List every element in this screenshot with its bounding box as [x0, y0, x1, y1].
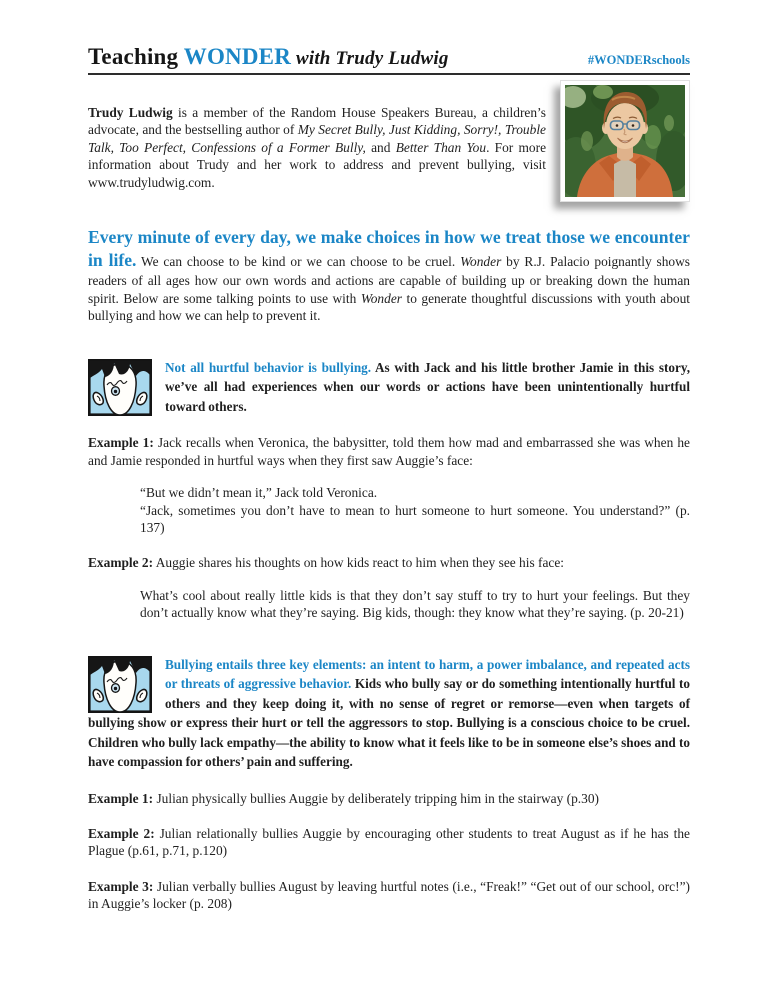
example-label: Example 2: [88, 825, 155, 841]
point-2-blue-statement: Bullying entails three key elements: an intent to harm, a power imbalance, and repeated acts or threats of aggressive behavior. [165, 656, 690, 692]
wonder-title-italic-1: Wonder [460, 254, 502, 270]
talking-point-1 [88, 358, 690, 417]
title-teaching: Teaching [88, 44, 184, 69]
trudy-ludwig-photo [560, 80, 690, 202]
page-title [88, 44, 449, 70]
example-label: Example 3: [88, 878, 154, 894]
example-label: Example 1: [88, 790, 154, 806]
book-title-italic-2: Better Than You [395, 139, 487, 155]
talking-point-2-text [88, 655, 690, 772]
quote-block-2 [140, 587, 690, 622]
point-1-bold-text: As with Jack and his little brother Jamie in this story, we’ve all had experiences when our words or actions have been unintentionally hurtful toward others. [165, 359, 691, 414]
example-text: Jack recalls when Veronica, the babysitter, told them how mad and embarrassed she was when he and Jamie responded in hurtful ways when they first saw Auggie’s face: [88, 435, 691, 468]
point-1-example-1 [88, 434, 690, 469]
lead-paragraph [88, 226, 690, 325]
author-name: Trudy Ludwig [88, 105, 173, 120]
example-label: Example 1: [88, 435, 154, 451]
intro-text-2: and [365, 139, 396, 155]
point-2-example-3 [88, 878, 690, 913]
example-text: Julian physically bullies Auggie by deliberately tripping him in the stairway (p.30) [153, 790, 599, 806]
title-author: with Trudy Ludwig [291, 48, 449, 69]
point-2-example-2 [88, 825, 690, 860]
website-url[interactable]: www.trudyludwig.com [88, 174, 212, 190]
point-1-example-2 [88, 554, 690, 571]
lead-text-1: We can choose to be kind or we can choose to be cruel. [136, 254, 461, 270]
point-2-example-1 [88, 790, 690, 807]
quote-block-1 [140, 484, 690, 536]
header-divider [88, 73, 690, 75]
intro-section [88, 104, 690, 191]
point-1-blue-statement: Not all hurtful behavior is bullying. [165, 359, 372, 375]
example-text: Julian relationally bullies Auggie by encouraging other students to treat August as if he has the Plague (p.61, p.71, p.120) [88, 825, 690, 859]
example-text: Auggie shares his thoughts on how kids react to him when they see his face: [153, 555, 565, 571]
lead-text-2: by R.J. Palacio poignantly shows readers of all ages how our own words and actions are capable of building up or breaking down the human spirit. Below are some talking points to use with [88, 254, 690, 306]
hashtag-wonderschools: #WONDERschools [587, 53, 690, 67]
intro-text-4: . [211, 174, 215, 190]
wonder-title-italic-2: Wonder [360, 290, 402, 306]
wonder-face-icon [88, 359, 152, 416]
book-titles-italic: My Secret Bully, Just Kidding, Sorry!, Trouble Talk, Too Perfect, Confessions of a Former Bully, [88, 122, 546, 155]
example-label: Example 2: [88, 555, 154, 571]
document-header [88, 44, 690, 70]
intro-text-3: . For more information about Trudy and her work to address and prevent bullying, visit [88, 139, 547, 173]
portrait-photo-icon [565, 85, 685, 197]
talking-point-1-text [88, 358, 690, 417]
quote-line: “But we didn’t mean it,” Jack told Veronica. [140, 485, 378, 501]
talking-point-2 [88, 655, 690, 772]
lead-text-3: to generate thoughtful discussions with youth about bullying and how we can help to prevent it. [88, 290, 690, 324]
title-wonder: WONDER [183, 44, 292, 69]
wonder-face-icon [88, 656, 152, 713]
lead-blue-headline: Every minute of every day, we make choices in how we treat those we encounter in life. [88, 227, 690, 271]
example-text: Julian verbally bullies August by leaving hurtful notes (i.e., “Freak!” “Get out of our school, orc!”) in Auggie’s locker (p. 208) [88, 878, 690, 912]
quote-line: What’s cool about really little kids is that they don’t say stuff to try to hurt your feelings. But they don’t actually know what they’re saying. Big kids, though: they know what they’re saying. (p. 20-21) [140, 587, 690, 621]
quote-line: “Jack, sometimes you don’t have to mean to hurt someone to hurt someone. You understand?” (p. 137) [140, 502, 690, 535]
point-2-bold-text: Kids who bully say or do something intentionally hurtful to others and they keep doing it, with no sense of regret or remorse—even when targets of bullying show or express their hurt or tell the aggressors to stop. Bullying is a conscious choice to be cruel. Children who bully lack empathy—the ability to know what it feels like to be in someone else’s shoes and to have compassion for others’ pain and suffering. [88, 676, 690, 770]
intro-text-1: is a member of the Random House Speakers Bureau, a children’s advocate, and the bestselling author of [88, 105, 546, 138]
